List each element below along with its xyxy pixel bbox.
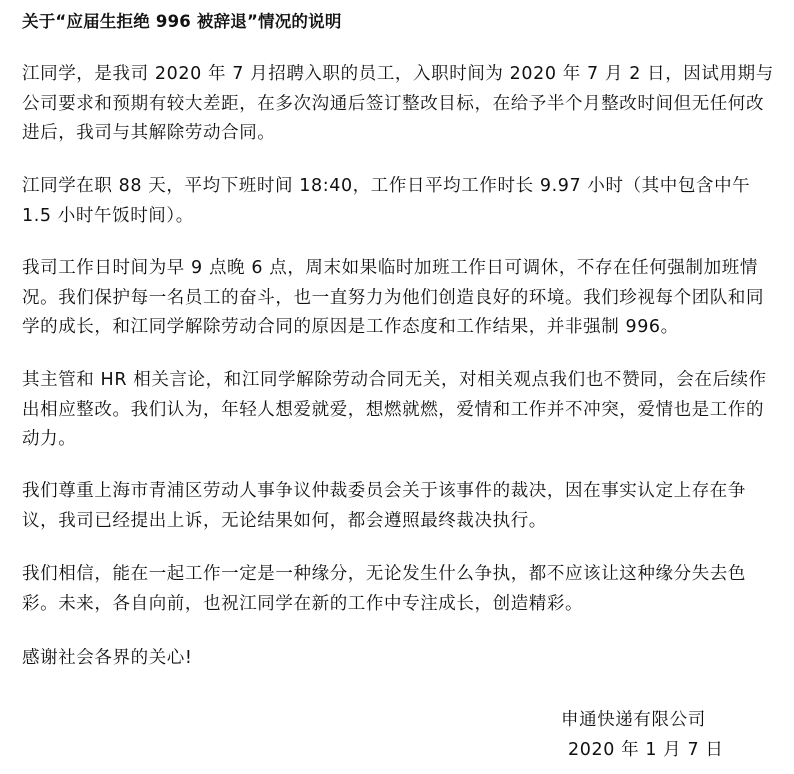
paragraph-closing-wishes: 我们相信，能在一起工作一定是一种缘分，无论发生什么争执，都不应该让这种缘分失去色彩。未来，各自向前，也祝江同学在新的工作中专注成长，创造精彩。 (22, 564, 746, 614)
signature-date: 2020 年 1 月 7 日 (568, 740, 724, 760)
paragraph-company-schedule: 我司工作日时间为早 9 点晚 6 点，周末如果临时加班工作日可调休，不存在任何强制加班情况。我们保护每一名员工的奋斗，也一直努力为他们创造良好的环境。我们珍视每个团队和同学的成长，和江同学解除劳动合同的原因是工作态度和工作结果，并非强制 996。 (22, 258, 765, 337)
document-title: 关于“应届生拒绝 996 被辞退”情况的说明 (22, 12, 342, 31)
paragraph-working-hours-stats: 江同学在职 88 天，平均下班时间 18:40，工作日平均工作时长 9.97 小时（其中包含中午 1.5 小时午饭时间）。 (22, 176, 751, 226)
paragraph-thanks: 感谢社会各界的关心! (22, 648, 193, 668)
paragraph-arbitration: 我们尊重上海市青浦区劳动人事争议仲裁委员会关于该事件的裁决，因在事实认定上存在争议，我司已经提出上诉，无论结果如何，都会遵照最终裁决执行。 (22, 481, 746, 531)
signature-company: 申通快递有限公司 (561, 710, 706, 730)
paragraph-manager-remarks: 其主管和 HR 相关言论，和江同学解除劳动合同无关，对相关观点我们也不赞同，会在后续作出相应整改。我们认为，年轻人想爱就爱，想燃就燃，爱情和工作并不冲突，爱情也是工作的动力。 (22, 370, 767, 449)
paragraph-dismissal-reason: 江同学，是我司 2020 年 7 月招聘入职的员工，入职时间为 2020 年 7 月 2 日，因试用期与公司要求和预期有较大差距，在多次沟通后签订整改目标，在给予半个月整改时间但无任何改进后，我司与其解除劳动合同。 (22, 64, 774, 143)
